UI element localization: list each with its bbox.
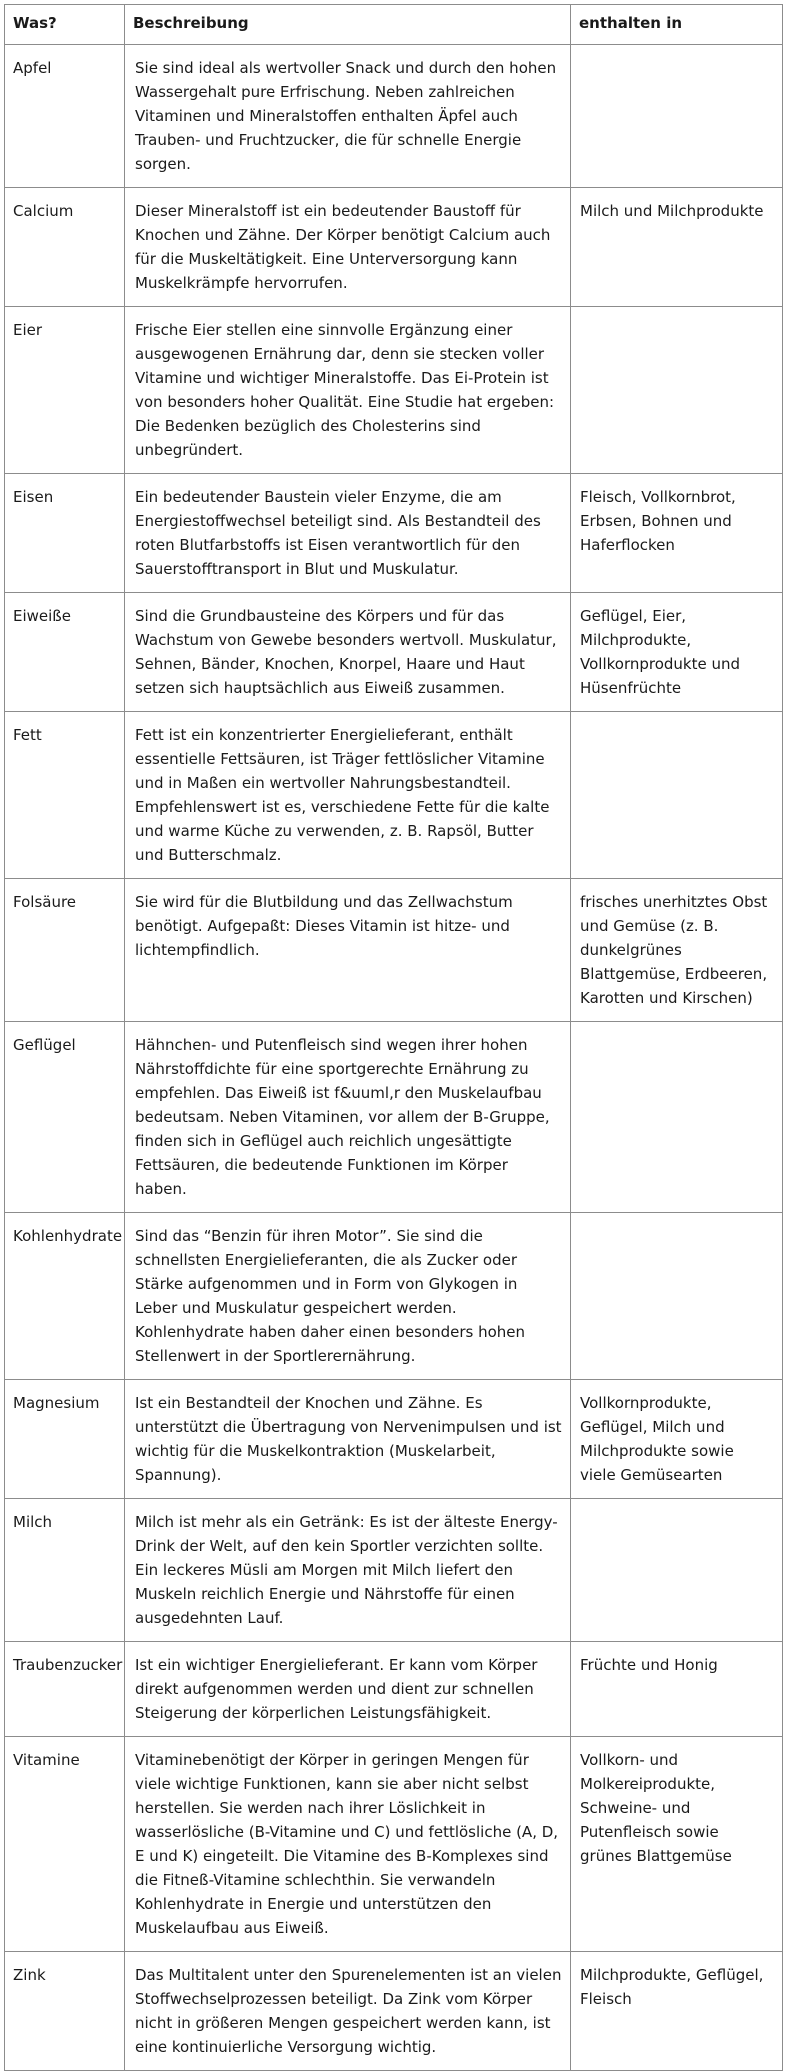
header-description: Beschreibung	[125, 5, 571, 45]
cell-what: Folsäure	[5, 879, 125, 1022]
cell-what: Kohlenhydrate	[5, 1213, 125, 1380]
cell-description: Frische Eier stellen eine sinnvolle Ergänzung einer ausgewogenen Ernährung dar, denn sie stecken voller Vitamine und wichtiger Mineralstoffe. Das Ei-Protein ist von besonders hoher Qualität. Eine Studie hat ergeben: Die Bedenken bezüglich des Cholesterins sind unbegründert.	[125, 307, 571, 474]
cell-what: Calcium	[5, 188, 125, 307]
cell-contained-in: Fleisch, Vollkornbrot, Erbsen, Bohnen und Haferflocken	[571, 474, 783, 593]
cell-description: Sind das “Benzin für ihren Motor”. Sie sind die schnellsten Energielieferanten, die als Zucker oder Stärke aufgenommen und in Form von Glykogen in Leber und Muskulatur gespeichert werden. Kohlenhydrate haben daher einen besonders hohen Stellenwert in der Sportlerernährung.	[125, 1213, 571, 1380]
table-row	[5, 474, 783, 593]
cell-description: Ist ein wichtiger Energielieferant. Er kann vom Körper direkt aufgenommen werden und dient zur schnellen Steigerung der körperlichen Leistungsfähigkeit.	[125, 1642, 571, 1737]
cell-contained-in: Milchprodukte, Geflügel, Fleisch	[571, 1952, 783, 2071]
table-row	[5, 307, 783, 474]
cell-what: Vitamine	[5, 1737, 125, 1952]
cell-what: Magnesium	[5, 1380, 125, 1499]
cell-what: Milch	[5, 1499, 125, 1642]
table-row	[5, 1499, 783, 1642]
cell-contained-in	[571, 1213, 783, 1380]
cell-description: Vitaminebenötigt der Körper in geringen Mengen für viele wichtige Funktionen, kann sie aber nicht selbst herstellen. Sie werden nach ihrer Löslichkeit in wasserlösliche (B-Vitamine und C) und fettlösliche (A, D, E und K) eingeteilt. Die Vitamine des B-Komplexes sind die Fitneß-Vitamine schlechthin. Sie verwandeln Kohlenhydrate in Energie und unterstützen den Muskelaufbau aus Eiweiß.	[125, 1737, 571, 1952]
table-body	[5, 45, 783, 2071]
cell-contained-in: Vollkorn- und Molkereiprodukte, Schweine- und Putenfleisch sowie grünes Blattgemüse	[571, 1737, 783, 1952]
cell-description: Hähnchen- und Putenfleisch sind wegen ihrer hohen Nährstoffdichte für eine sportgerechte Ernährung zu empfehlen. Das Eiweiß ist f&uuml,r den Muskelaufbau bedeutsam. Neben Vitaminen, vor allem der B-Gruppe, finden sich in Geflügel auch reichlich ungesättigte Fettsäuren, die bedeutende Funktionen im Körper haben.	[125, 1022, 571, 1213]
table-header	[5, 5, 783, 45]
cell-what: Apfel	[5, 45, 125, 188]
header-row	[5, 5, 783, 45]
cell-contained-in: Milch und Milchprodukte	[571, 188, 783, 307]
cell-contained-in	[571, 712, 783, 879]
cell-what: Zink	[5, 1952, 125, 2071]
cell-contained-in	[571, 1022, 783, 1213]
header-contained-in: enthalten in	[571, 5, 783, 45]
table-row	[5, 1380, 783, 1499]
table-row	[5, 1022, 783, 1213]
cell-what: Eier	[5, 307, 125, 474]
cell-description: Fett ist ein konzentrierter Energielieferant, enthält essentielle Fettsäuren, ist Träger fettlöslicher Vitamine und in Maßen ein wertvoller Nahrungsbestandteil. Empfehlenswert ist es, verschiedene Fette für die kalte und warme Küche zu verwenden, z. B. Rapsöl, Butter und Butterschmalz.	[125, 712, 571, 879]
table-row	[5, 1213, 783, 1380]
cell-description: Milch ist mehr als ein Getränk: Es ist der älteste Energy-Drink der Welt, auf den kein Sportler verzichten sollte. Ein leckeres Müsli am Morgen mit Milch liefert den Muskeln reichlich Energie und Nährstoffe für einen ausgedehnten Lauf.	[125, 1499, 571, 1642]
cell-contained-in	[571, 45, 783, 188]
table-row	[5, 879, 783, 1022]
table-row	[5, 593, 783, 712]
table-row	[5, 1737, 783, 1952]
cell-contained-in	[571, 1499, 783, 1642]
cell-what: Geflügel	[5, 1022, 125, 1213]
table-row	[5, 188, 783, 307]
cell-what: Traubenzucker	[5, 1642, 125, 1737]
cell-description: Sind die Grundbausteine des Körpers und für das Wachstum von Gewebe besonders wertvoll. Muskulatur, Sehnen, Bänder, Knochen, Knorpel, Haare und Haut setzen sich hauptsächlich aus Eiweiß zusammen.	[125, 593, 571, 712]
cell-description: Sie wird für die Blutbildung und das Zellwachstum benötigt. Aufgepaßt: Dieses Vitamin ist hitze- und lichtempfindlich.	[125, 879, 571, 1022]
table-row	[5, 1642, 783, 1737]
cell-contained-in: Früchte und Honig	[571, 1642, 783, 1737]
cell-contained-in: Vollkornprodukte, Geflügel, Milch und Milchprodukte sowie viele Gemüsearten	[571, 1380, 783, 1499]
cell-contained-in	[571, 307, 783, 474]
cell-what: Eiweiße	[5, 593, 125, 712]
table-row	[5, 45, 783, 188]
cell-what: Eisen	[5, 474, 125, 593]
cell-description: Ist ein Bestandteil der Knochen und Zähne. Es unterstützt die Übertragung von Nervenimpulsen und ist wichtig für die Muskelkontraktion (Muskelarbeit, Spannung).	[125, 1380, 571, 1499]
cell-contained-in: frisches unerhitztes Obst und Gemüse (z. B. dunkelgrünes Blattgemüse, Erdbeeren, Karotten und Kirschen)	[571, 879, 783, 1022]
cell-what: Fett	[5, 712, 125, 879]
header-what: Was?	[5, 5, 125, 45]
table-row	[5, 1952, 783, 2071]
nutrition-table	[4, 4, 783, 2071]
cell-contained-in: Geflügel, Eier, Milchprodukte, Vollkornprodukte und Hüsenfrüchte	[571, 593, 783, 712]
table-row	[5, 712, 783, 879]
cell-description: Ein bedeutender Baustein vieler Enzyme, die am Energiestoffwechsel beteiligt sind. Als Bestandteil des roten Blutfarbstoffs ist Eisen verantwortlich für den Sauerstofftransport in Blut und Muskulatur.	[125, 474, 571, 593]
cell-description: Das Multitalent unter den Spurenelementen ist an vielen Stoffwechselprozessen beteiligt. Da Zink vom Körper nicht in größeren Mengen gespeichert werden kann, ist eine kontinuierliche Versorgung wichtig.	[125, 1952, 571, 2071]
cell-description: Sie sind ideal als wertvoller Snack und durch den hohen Wassergehalt pure Erfrischung. Neben zahlreichen Vitaminen und Mineralstoffen enthalten Äpfel auch Trauben- und Fruchtzucker, die für schnelle Energie sorgen.	[125, 45, 571, 188]
cell-description: Dieser Mineralstoff ist ein bedeutender Baustoff für Knochen und Zähne. Der Körper benötigt Calcium auch für die Muskeltätigkeit. Eine Unterversorgung kann Muskelkrämpfe hervorrufen.	[125, 188, 571, 307]
